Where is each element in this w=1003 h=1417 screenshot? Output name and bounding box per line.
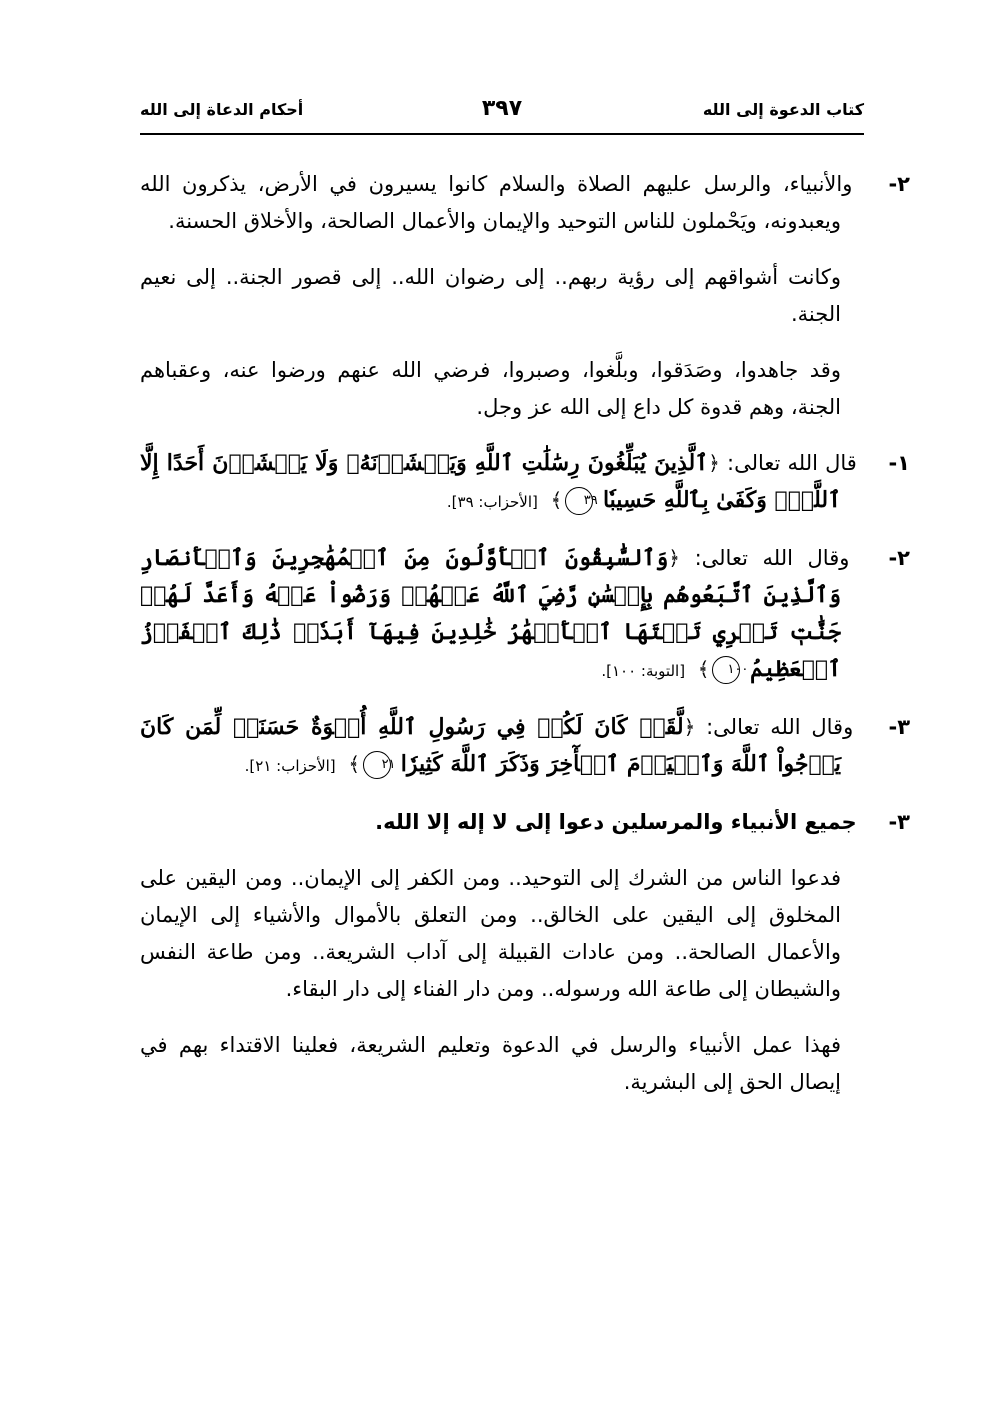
verse-number: ١- <box>888 451 910 475</box>
verse-intro: وقال الله تعالى: <box>706 715 854 739</box>
ornate-bracket-open: ﴿ <box>708 451 720 475</box>
quran-verse-text: وَٱلسَّٰبِقُونَ ٱلۡأَوَّلُونَ مِنَ ٱلۡمُهَٰجِرِينَ وَٱلۡأَنصَارِ وَٱلَّذِينَ ٱتَّبَعُوهُم بِإِحۡسَٰنٖ رَّضِيَ ٱللَّهُ عَنۡهُمۡ وَرَضُواْ عَنۡهُ وَأَعَدَّ لَهُمۡ جَنَّٰتٖ تَجۡرِي تَحۡتَهَا ٱلۡأَنۡهَٰرُ خَٰلِدِينَ فِيهَآ أَبَدٗاۚ ذَٰلِكَ ٱلۡفَوۡزُ ٱلۡعَظِيمُ <box>140 545 841 682</box>
section-3-text: جميع الأنبياء والمرسلين دعوا إلى لا إله إلا الله. <box>375 810 857 834</box>
aya-number-marker: ١٠٠ <box>712 656 740 684</box>
header-rule <box>140 133 864 135</box>
quran-verse-text: ٱلَّذِينَ يُبَلِّغُونَ رِسَٰلَٰتِ ٱللَّهِ وَيَخۡشَوۡنَهُۥ وَلَا يَخۡشَوۡنَ أَحَدًا إِلَّا ٱللَّهَۗ وَكَفَىٰ بِٱللَّهِ حَسِيبٗا <box>140 450 841 513</box>
verse-reference: [التوبة: ١٠٠]. <box>601 662 686 680</box>
aya-number-marker: ٢١ <box>363 751 391 779</box>
quran-verse-text: لَّقَدۡ كَانَ لَكُمۡ فِي رَسُولِ ٱللَّهِ أُسۡوَةٌ حَسَنَةٞ لِّمَن كَانَ يَرۡجُواْ ٱللَّهَ وَٱلۡيَوۡمَ ٱلۡأٓخِرَ وَذَكَرَ ٱللَّهَ كَثِيرٗا <box>140 714 841 777</box>
verse-intro: وقال الله تعالى: <box>694 546 850 570</box>
longing-paragraph: وكانت أشواقهم إلى رؤية ربهم.. إلى رضوان الله.. إلى قصور الجنة.. إلى نعيم الجنة. <box>140 265 841 326</box>
verse-item <box>140 709 911 785</box>
verse-number: ٢- <box>888 546 910 570</box>
called-paragraph: فدعوا الناس من الشرك إلى التوحيد.. ومن الكفر إلى الإيمان.. ومن اليقين على المخلوق إلى اليقين على الخالق.. ومن التعلق بالأموال والأشياء إلى الإيمان والأعمال الصالحة.. ومن عادات القبيلة إلى آداب الشريعة.. ومن طاعة النفس والشيطان إلى طاعة الله ورسوله.. ومن دار الفناء إلى دار البقاء. <box>140 866 841 1001</box>
verse-reference: [الأحزاب: ٣٩]. <box>446 493 538 511</box>
page-number: ٣٩٧ <box>481 96 523 121</box>
struggle-paragraph: وقد جاهدوا، وصَدَقوا، وبلَّغوا، وصبروا، فرضي الله عنهم ورضوا عنه، وعقباهم الجنة، وهم قدوة كل داع إلى الله عز وجل. <box>140 358 841 419</box>
verse-item <box>140 540 910 690</box>
ornate-bracket-close: ﴾ <box>697 657 710 681</box>
page-body <box>140 166 911 1120</box>
ornate-bracket-open: ﴿ <box>668 546 680 570</box>
section-2-text: والأنبياء، والرسل عليهم الصلاة والسلام كانوا يسيرون في الأرض، يذكرون الله ويعبدونه، ويَحْملون للناس التوحيد والإيمان والأعمال الصالحة، والأخلاق الحسنة. <box>140 172 853 233</box>
ornate-bracket-open: ﴿ <box>683 715 696 739</box>
ornate-bracket-close: ﴾ <box>348 752 361 776</box>
ornate-bracket-close: ﴾ <box>550 488 563 512</box>
section-3-heading <box>140 804 910 841</box>
conclusion-paragraph: فهذا عمل الأنبياء والرسل في الدعوة وتعليم الشريعة، فعلينا الاقتداء بهم في إيصال الحق إلى البشرية. <box>140 1033 841 1094</box>
section-2-paragraph <box>140 166 910 240</box>
running-header <box>140 96 864 130</box>
section-2-number: ٢- <box>888 172 910 196</box>
verse-intro: قال الله تعالى: <box>727 451 857 475</box>
chapter-title: أحكام الدعاة إلى الله <box>140 100 304 119</box>
book-title: كتاب الدعوة إلى الله <box>702 100 864 119</box>
verse-number: ٣- <box>888 715 911 739</box>
section-3-number: ٣- <box>888 810 910 834</box>
aya-number-marker: ٣٩ <box>565 487 593 515</box>
verse-item <box>140 445 910 521</box>
verse-reference: [الأحزاب: ٢١]. <box>244 757 336 775</box>
